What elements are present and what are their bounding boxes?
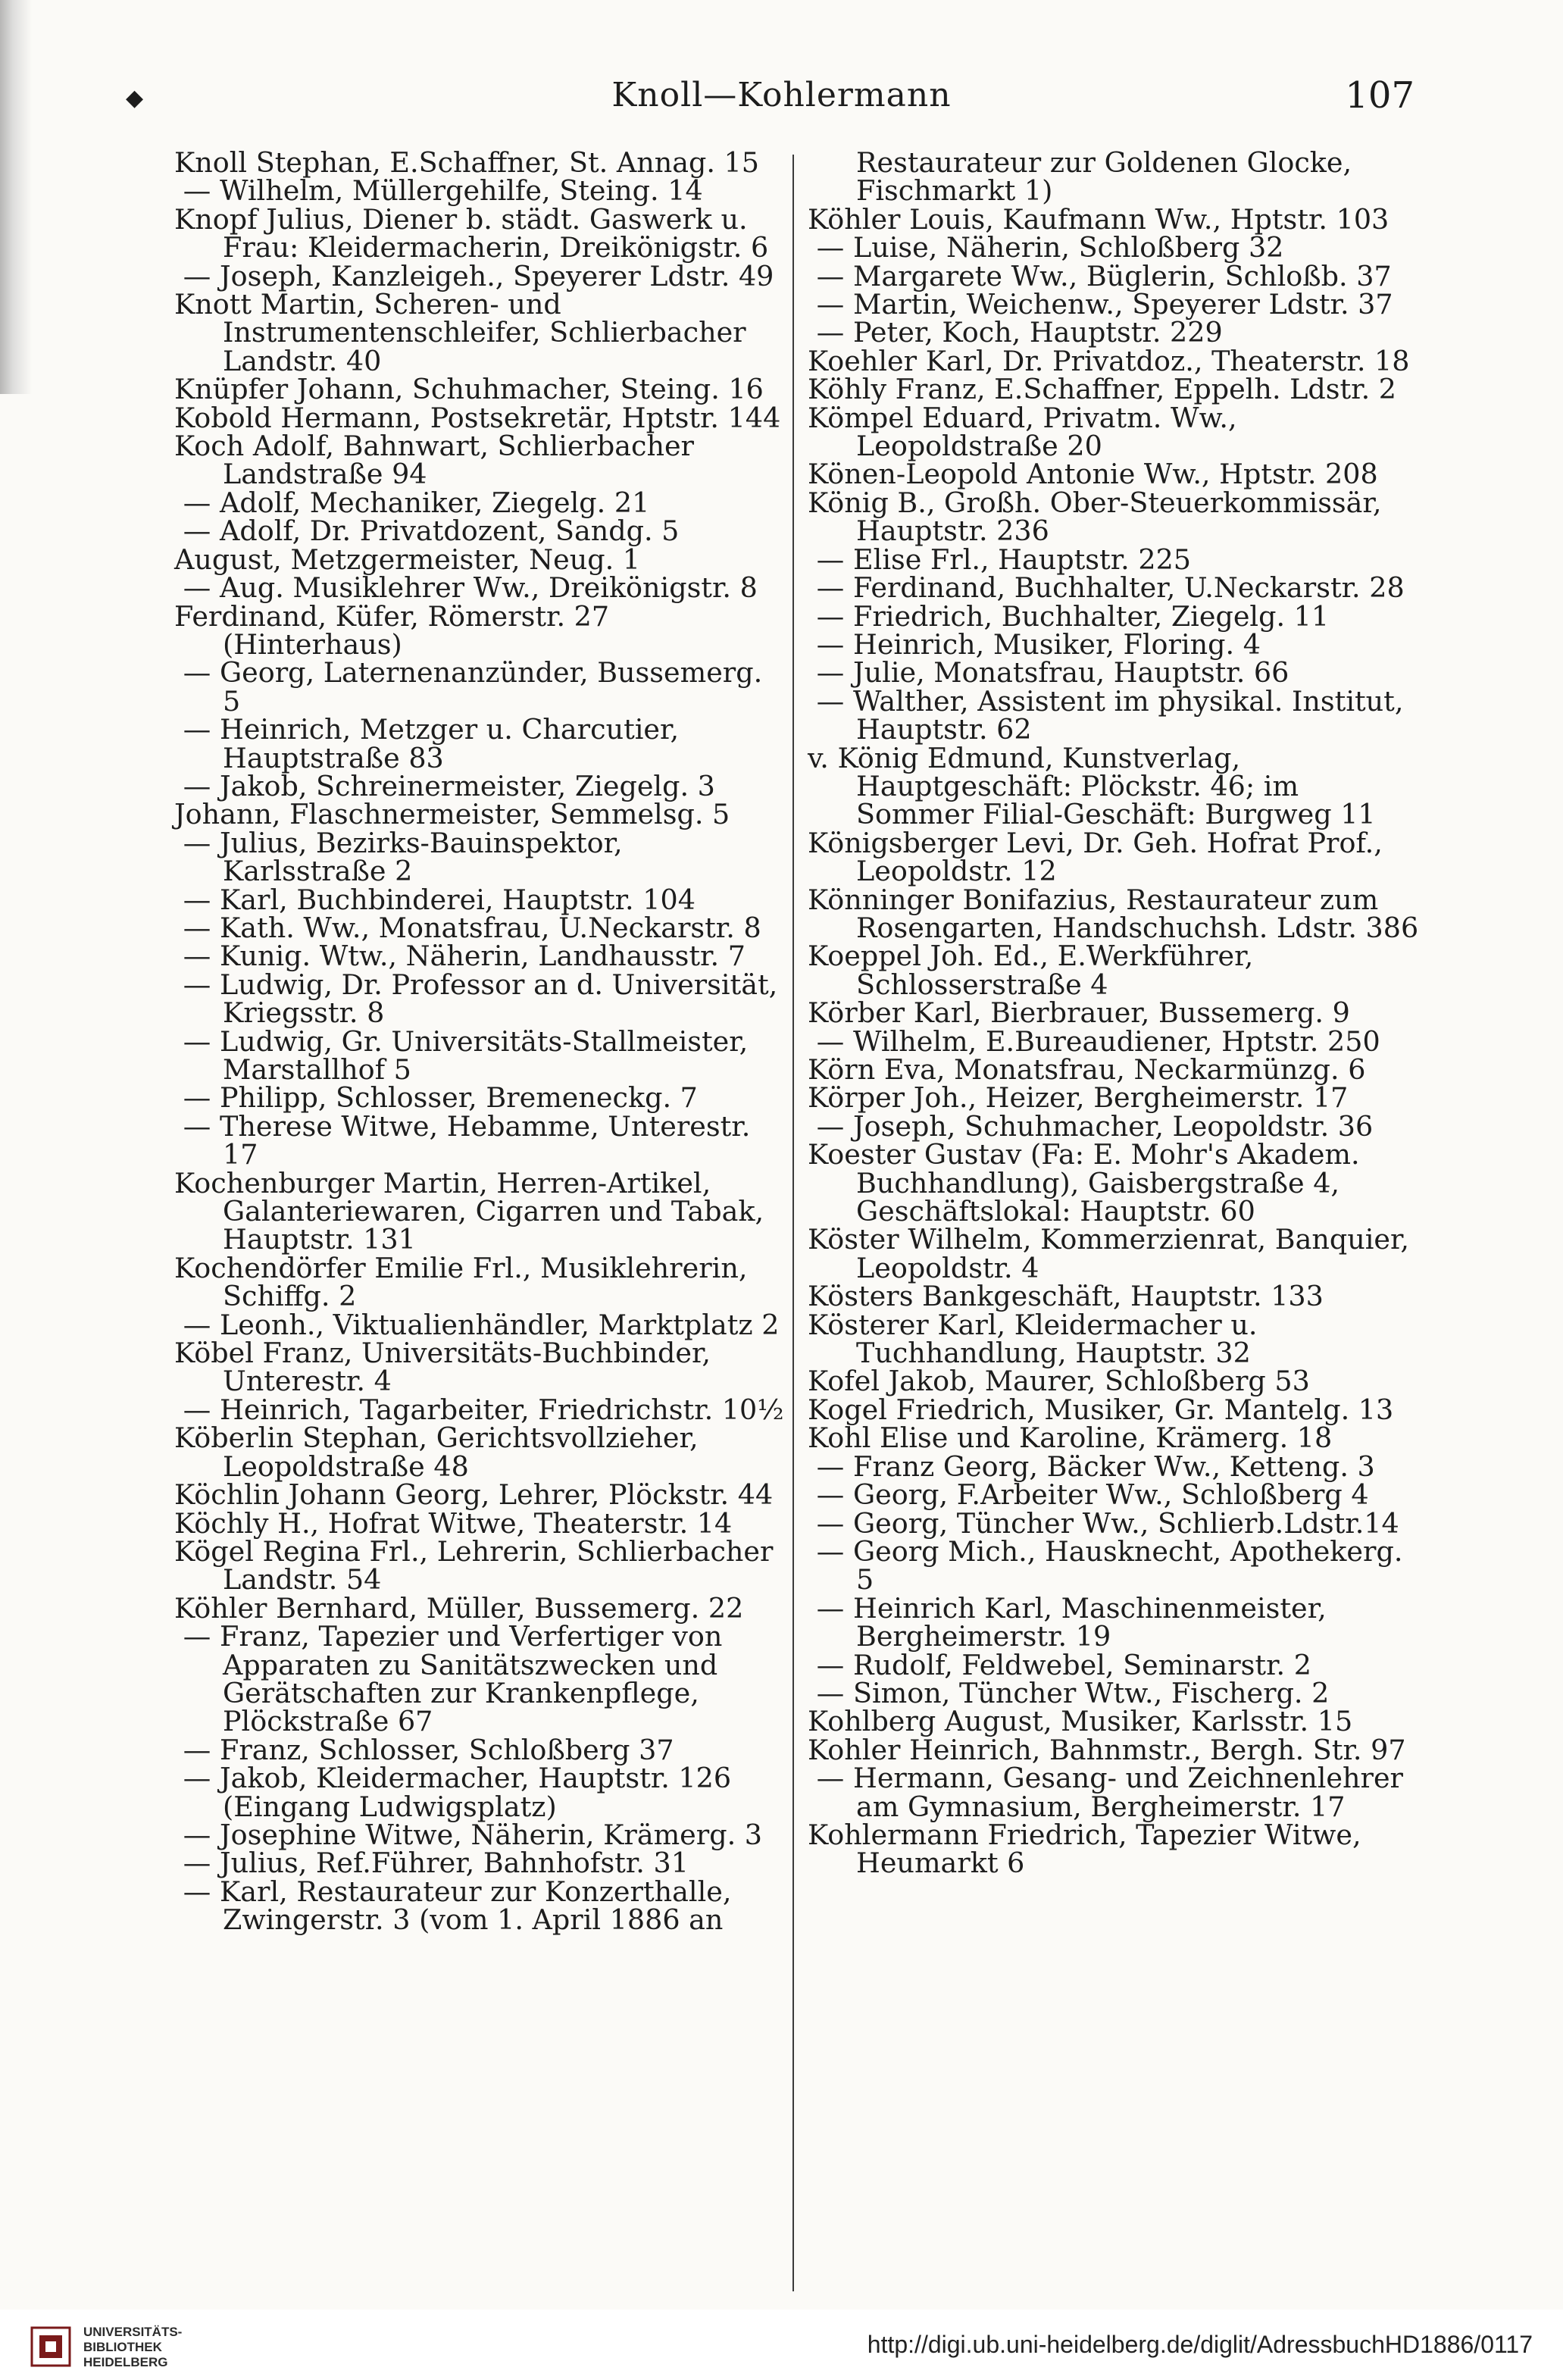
ditto-dash: — (816, 571, 845, 605)
ditto-dash: — (183, 1081, 211, 1115)
entry-text: Heinrich Karl, Maschinenmeister, Bergheimerstr. 19 (853, 1591, 1327, 1653)
entry-text: Knüpfer Johann, Schuhmacher, Steing. 16 (174, 373, 764, 406)
directory-entry (808, 543, 1421, 576)
entry-text: Ludwig, Dr. Professor an d. Universität, Kriegsstr. 8 (220, 968, 778, 1030)
entry-text: Luise, Näherin, Schloßberg 32 (853, 231, 1284, 264)
ditto-dash: — (816, 1591, 845, 1625)
directory-entry (808, 1024, 1421, 1058)
ditto-dash: — (183, 1620, 211, 1653)
entry-text: Kohl Elise und Karoline, Krämerg. 18 (808, 1421, 1333, 1455)
directory-entry (174, 1308, 788, 1341)
ditto-dash: — (816, 231, 845, 264)
ditto-dash: — (183, 486, 211, 519)
directory-entry (808, 1506, 1421, 1540)
directory-entry (174, 1166, 788, 1256)
directory-entry (174, 911, 788, 944)
directory-entry (174, 1251, 788, 1313)
entry-text: Kömpel Eduard, Privatm. Ww., Leopoldstraße 20 (808, 401, 1237, 463)
directory-entry (808, 1450, 1421, 1483)
entry-text: Friedrich, Buchhalter, Ziegelg. 11 (853, 599, 1330, 633)
directory-entry (808, 1138, 1421, 1228)
entry-text: Franz, Tapezier und Verfertiger von Apparaten zu Sanitätszwecken und Gerätschaften zur Krankenpflege, Plöckstraße 67 (220, 1620, 723, 1738)
directory-entry (808, 401, 1421, 463)
directory-entry (174, 769, 788, 802)
directory-entry (808, 1081, 1421, 1115)
entry-text: Restaurateur zur Goldenen Glocke, Fischmarkt 1) (856, 146, 1352, 208)
entry-text: Georg, F.Arbeiter Ww., Schloßberg 4 (853, 1478, 1369, 1512)
directory-entry (174, 373, 788, 406)
ditto-dash: — (816, 1762, 845, 1795)
ditto-dash: — (183, 656, 211, 690)
entry-text: Aug. Musiklehrer Ww., Dreikönigstr. 8 (220, 571, 758, 605)
entry-text: Karl, Restaurateur zur Konzerthalle, Zwingerstr. 3 (vom 1. April 1886 an (220, 1875, 732, 1937)
footer-bar (0, 2310, 1563, 2380)
entry-text: Philipp, Schlosser, Bremeneckg. 7 (220, 1081, 698, 1115)
entry-text: v. König Edmund, Kunstverlag, Hauptgeschäft: Plöckstr. 46; im Sommer Filial-Geschäft: Burgweg 11 (808, 741, 1376, 831)
entry-text: Elise Frl., Hauptstr. 225 (853, 543, 1192, 576)
directory-entry (808, 146, 1421, 208)
ditto-dash: — (183, 1875, 211, 1908)
directory-entry (174, 968, 788, 1030)
directory-entry (808, 571, 1421, 605)
directory-entry (174, 1733, 788, 1766)
directory-entry (174, 202, 788, 264)
directory-entry (808, 599, 1421, 633)
entry-text: Kohlermann Friedrich, Tapezier Witwe, Heumarkt 6 (808, 1818, 1361, 1880)
library-name-line: UNIVERSITÄTS- (83, 2325, 183, 2339)
directory-entry (174, 1421, 788, 1483)
directory-entry (174, 1081, 788, 1115)
directory-entry (174, 798, 788, 831)
entry-text: Julie, Monatsfrau, Hauptstr. 66 (853, 656, 1289, 690)
directory-entry (174, 1622, 788, 1736)
entry-text: Körber Karl, Bierbrauer, Bussemerg. 9 (808, 996, 1350, 1030)
ditto-dash: — (183, 1762, 211, 1795)
entry-text: Margarete Ww., Büglerin, Schloßb. 37 (853, 259, 1392, 292)
directory-entry (808, 1365, 1421, 1398)
directory-entry (808, 1109, 1421, 1143)
entry-text: Peter, Koch, Hauptstr. 229 (853, 316, 1223, 349)
ditto-dash: — (183, 968, 211, 1001)
entry-text: Martin, Weichenw., Speyerer Ldstr. 37 (853, 288, 1393, 321)
entry-text: Kösterer Karl, Kleidermacher u. Tuchhandlung, Hauptstr. 32 (808, 1308, 1258, 1370)
directory-entry (174, 1591, 788, 1625)
library-name (83, 2325, 182, 2370)
directory-entry (808, 1421, 1421, 1455)
directory-entry (174, 432, 788, 489)
entry-text: Kochenburger Martin, Herren-Artikel, Galanteriewaren, Cigarren und Tabak, Hauptstr. 131 (174, 1166, 764, 1256)
ditto-dash: — (816, 1450, 845, 1483)
entry-text: Jakob, Schreinermeister, Ziegelg. 3 (220, 769, 715, 802)
directory-entry (808, 344, 1421, 377)
entry-text: Kögel Regina Frl., Lehrerin, Schlierbacher Landstr. 54 (174, 1534, 774, 1597)
directory-entry (174, 1393, 788, 1426)
ditto-dash: — (183, 940, 211, 973)
directory-entry (808, 1764, 1421, 1821)
directory-entry (808, 656, 1421, 690)
entry-text: Georg, Laternenanzünder, Bussemerg. 5 (220, 656, 763, 718)
directory-entry (174, 940, 788, 973)
directory-entry (808, 231, 1421, 264)
entry-text: Köhler Louis, Kaufmann Ww., Hptstr. 103 (808, 202, 1390, 236)
directory-entry (808, 1591, 1421, 1653)
page-header-title: Knoll—Kohlermann (611, 76, 952, 114)
entry-text: Koehler Karl, Dr. Privatdoz., Theaterstr. 18 (808, 344, 1410, 377)
entry-text: Franz Georg, Bäcker Ww., Ketteng. 3 (853, 1450, 1375, 1483)
directory-entry (808, 942, 1421, 999)
ditto-dash: — (183, 1109, 211, 1143)
ditto-dash: — (816, 1534, 845, 1568)
entry-text: Heinrich, Musiker, Floring. 4 (853, 627, 1261, 661)
page-number: 107 (1345, 74, 1415, 117)
ditto-dash: — (816, 599, 845, 633)
directory-entry (808, 1705, 1421, 1738)
directory-entry (174, 146, 788, 179)
entry-text: Wilhelm, E.Bureaudiener, Hptstr. 250 (853, 1024, 1380, 1058)
directory-entry (808, 1818, 1421, 1880)
ditto-dash: — (183, 1733, 211, 1766)
ditto-dash: — (183, 769, 211, 802)
directory-entry (174, 1478, 788, 1512)
directory-entry (808, 458, 1421, 491)
directory-entry (808, 1280, 1421, 1313)
directory-entry (174, 826, 788, 888)
directory-entry (174, 1339, 788, 1396)
scan-edge-shadow (0, 0, 32, 394)
entry-text: Koeppel Joh. Ed., E.Werkführer, Schlosserstraße 4 (808, 940, 1254, 1001)
ditto-dash: — (183, 911, 211, 944)
entry-text: Jakob, Kleidermacher, Hauptstr. 126 (Eingang Ludwigsplatz) (220, 1762, 732, 1823)
entry-text: Ferdinand, Buchhalter, U.Neckarstr. 28 (853, 571, 1405, 605)
entry-text: Körper Joh., Heizer, Bergheimerstr. 17 (808, 1081, 1349, 1115)
directory-entry (174, 486, 788, 519)
entry-text: Ferdinand, Küfer, Römerstr. 27 (Hinterhaus) (174, 599, 610, 661)
directory-entry (808, 373, 1421, 406)
entry-text: Rudolf, Feldwebel, Seminarstr. 2 (853, 1648, 1311, 1681)
directory-entry (808, 486, 1421, 548)
entry-text: Köster Wilhelm, Kommerzienrat, Banquier, Leopoldstr. 4 (808, 1223, 1410, 1284)
left-column (174, 146, 788, 1937)
entry-text: Georg, Tüncher Ww., Schlierb.Ldstr.14 (853, 1506, 1399, 1540)
directory-entry (174, 1534, 788, 1597)
entry-text: Kobold Hermann, Postsekretär, Hptstr. 144 (174, 401, 781, 434)
entry-text: Kohler Heinrich, Bahnmstr., Bergh. Str. 97 (808, 1733, 1406, 1766)
directory-entry (808, 1733, 1421, 1766)
entry-text: Julius, Bezirks-Bauinspektor, Karlsstraße 2 (220, 826, 623, 888)
entry-text: Knopf Julius, Diener b. städt. Gaswerk u. Frau: Kleidermacherin, Dreikönigstr. 6 (174, 202, 769, 264)
entry-text: Kath. Ww., Monatsfrau, U.Neckarstr. 8 (220, 911, 761, 944)
ditto-dash: — (816, 259, 845, 292)
directory-entry (174, 514, 788, 548)
entry-text: Köchlin Johann Georg, Lehrer, Plöckstr. 44 (174, 1478, 774, 1512)
entry-text: Georg Mich., Hausknecht, Apothekerg. 5 (853, 1534, 1403, 1597)
directory-entry (808, 316, 1421, 349)
directory-entry (808, 741, 1421, 831)
entry-text: Adolf, Mechaniker, Ziegelg. 21 (220, 486, 650, 519)
directory-entry (174, 715, 788, 772)
page-marker: ◆ (126, 85, 144, 111)
ditto-dash: — (816, 1109, 845, 1143)
ditto-dash: — (816, 684, 845, 718)
directory-entry (808, 627, 1421, 661)
directory-entry (808, 1648, 1421, 1681)
library-name-line: BIBLIOTHEK (83, 2340, 162, 2354)
ditto-dash: — (183, 571, 211, 605)
ditto-dash: — (816, 627, 845, 661)
ditto-dash: — (183, 1393, 211, 1426)
ditto-dash: — (816, 288, 845, 321)
entry-text: Körn Eva, Monatsfrau, Neckarmünzg. 6 (808, 1053, 1366, 1086)
directory-entry (808, 1053, 1421, 1086)
entry-text: Königsberger Levi, Dr. Geh. Hofrat Prof., Leopoldstr. 12 (808, 826, 1383, 888)
directory-entry (174, 290, 788, 375)
entry-text: Kochendörfer Emilie Frl., Musiklehrerin, Schiffg. 2 (174, 1251, 748, 1313)
ditto-dash: — (816, 1024, 845, 1058)
directory-entry (808, 826, 1421, 888)
directory-entry (808, 1534, 1421, 1597)
entry-text: Kofel Jakob, Maurer, Schloßberg 53 (808, 1365, 1310, 1398)
directory-entry (174, 1875, 788, 1937)
ditto-dash: — (183, 826, 211, 859)
directory-entry (174, 883, 788, 916)
ditto-dash: — (183, 174, 211, 208)
entry-text: Therese Witwe, Hebamme, Unterestr. 17 (220, 1109, 751, 1171)
entry-text: Karl, Buchbinderei, Hauptstr. 104 (220, 883, 696, 916)
entry-text: König B., Großh. Ober-Steuerkommissär, Hauptstr. 236 (808, 486, 1382, 548)
ditto-dash: — (183, 713, 211, 746)
directory-entry (808, 684, 1421, 746)
ditto-dash: — (183, 259, 211, 292)
entry-text: Köchly H., Hofrat Witwe, Theaterstr. 14 (174, 1506, 733, 1540)
ditto-dash: — (183, 1308, 211, 1341)
entry-text: Josephine Witwe, Näherin, Krämerg. 3 (220, 1818, 763, 1851)
entry-text: Kogel Friedrich, Musiker, Gr. Mantelg. 13 (808, 1393, 1394, 1426)
entry-text: Adolf, Dr. Privatdozent, Sandg. 5 (220, 514, 680, 548)
directory-entry (174, 656, 788, 718)
entry-text: Knoll Stephan, E.Schaffner, St. Annag. 15 (174, 146, 759, 179)
ditto-dash: — (816, 1676, 845, 1709)
library-logo-icon (30, 2326, 71, 2367)
directory-entry (174, 1506, 788, 1540)
right-column (808, 146, 1421, 1880)
entry-text: Heinrich, Metzger u. Charcutier, Hauptstraße 83 (220, 713, 680, 774)
directory-entry (808, 1393, 1421, 1426)
ditto-dash: — (816, 656, 845, 690)
directory-entry (174, 599, 788, 661)
directory-entry (174, 1109, 788, 1171)
directory-entry (174, 1847, 788, 1880)
directory-entry (808, 996, 1421, 1030)
entry-text: Köhler Bernhard, Müller, Bussemerg. 22 (174, 1591, 744, 1625)
entry-text: Wilhelm, Müllergehilfe, Steing. 14 (220, 174, 703, 208)
entry-text: Kösters Bankgeschäft, Hauptstr. 133 (808, 1280, 1324, 1313)
entry-text: Koch Adolf, Bahnwart, Schlierbacher Landstraße 94 (174, 430, 694, 491)
directory-entry (174, 571, 788, 605)
entry-text: Franz, Schlosser, Schloßberg 37 (220, 1733, 674, 1766)
directory-entry (808, 1478, 1421, 1512)
entry-text: Hermann, Gesang- und Zeichnenlehrer am Gymnasium, Bergheimerstr. 17 (853, 1762, 1403, 1823)
source-url-link[interactable]: http://digi.ub.uni-heidelberg.de/diglit/AdressbuchHD1886/0117 (867, 2331, 1533, 2358)
entry-text: Walther, Assistent im physikal. Institut, Hauptstr. 62 (853, 684, 1404, 746)
directory-entry (808, 259, 1421, 292)
entry-text: Leonh., Viktualienhändler, Marktplatz 2 (220, 1308, 780, 1341)
entry-text: August, Metzgermeister, Neug. 1 (174, 543, 640, 576)
column-divider (792, 155, 794, 2291)
ditto-dash: — (183, 1818, 211, 1851)
directory-entry (808, 883, 1421, 944)
directory-entry (174, 1818, 788, 1851)
directory-entry (808, 1308, 1421, 1370)
entry-text: Könninger Bonifazius, Restaurateur zum Rosengarten, Handschuchsh. Ldstr. 386 (808, 883, 1419, 944)
ditto-dash: — (183, 1024, 211, 1058)
entry-text: Köbel Franz, Universitäts-Buchbinder, Unterestr. 4 (174, 1337, 711, 1398)
directory-entry (174, 543, 788, 576)
entry-text: Johann, Flaschnermeister, Semmelsg. 5 (174, 798, 730, 831)
ditto-dash: — (183, 883, 211, 916)
entry-text: Köhly Franz, E.Schaffner, Eppelh. Ldstr. 2 (808, 373, 1397, 406)
entry-text: Knott Martin, Scheren- und Instrumentenschleifer, Schlierbacher Landstr. 40 (174, 288, 746, 377)
entry-text: Joseph, Schuhmacher, Leopoldstr. 36 (853, 1109, 1374, 1143)
entry-text: Kohlberg August, Musiker, Karlsstr. 15 (808, 1705, 1353, 1738)
entry-text: Joseph, Kanzleigeh., Speyerer Ldstr. 49 (220, 259, 774, 292)
ditto-dash: — (816, 1506, 845, 1540)
entry-text: Julius, Ref.Führer, Bahnhofstr. 31 (220, 1847, 689, 1880)
entry-text: Ludwig, Gr. Universitäts-Stallmeister, Marstallhof 5 (220, 1024, 749, 1086)
directory-entry (808, 1225, 1421, 1282)
entry-text: Koester Gustav (Fa: E. Mohr's Akadem. Buchhandlung), Gaisbergstraße 4, Geschäftslokal: Hauptstr. 60 (808, 1138, 1360, 1228)
entry-text: Simon, Tüncher Wtw., Fischerg. 2 (853, 1676, 1330, 1709)
entry-text: Könen-Leopold Antonie Ww., Hptstr. 208 (808, 458, 1378, 491)
directory-entry (174, 174, 788, 208)
directory-entry (174, 1024, 788, 1086)
ditto-dash: — (183, 1847, 211, 1880)
entry-text: Köberlin Stephan, Gerichtsvollzieher, Leopoldstraße 48 (174, 1421, 699, 1483)
directory-entry (174, 401, 788, 434)
directory-entry (174, 1764, 788, 1821)
ditto-dash: — (816, 316, 845, 349)
entry-text: Heinrich, Tagarbeiter, Friedrichstr. 10½ (220, 1393, 784, 1426)
library-name-line: HEIDELBERG (83, 2355, 168, 2369)
directory-entry (808, 288, 1421, 321)
ditto-dash: — (816, 1648, 845, 1681)
entry-text: Kunig. Wtw., Näherin, Landhausstr. 7 (220, 940, 746, 973)
ditto-dash: — (816, 1478, 845, 1512)
directory-entry (808, 1676, 1421, 1709)
directory-entry (174, 259, 788, 292)
ditto-dash: — (816, 543, 845, 576)
ditto-dash: — (183, 514, 211, 548)
directory-entry (808, 202, 1421, 236)
